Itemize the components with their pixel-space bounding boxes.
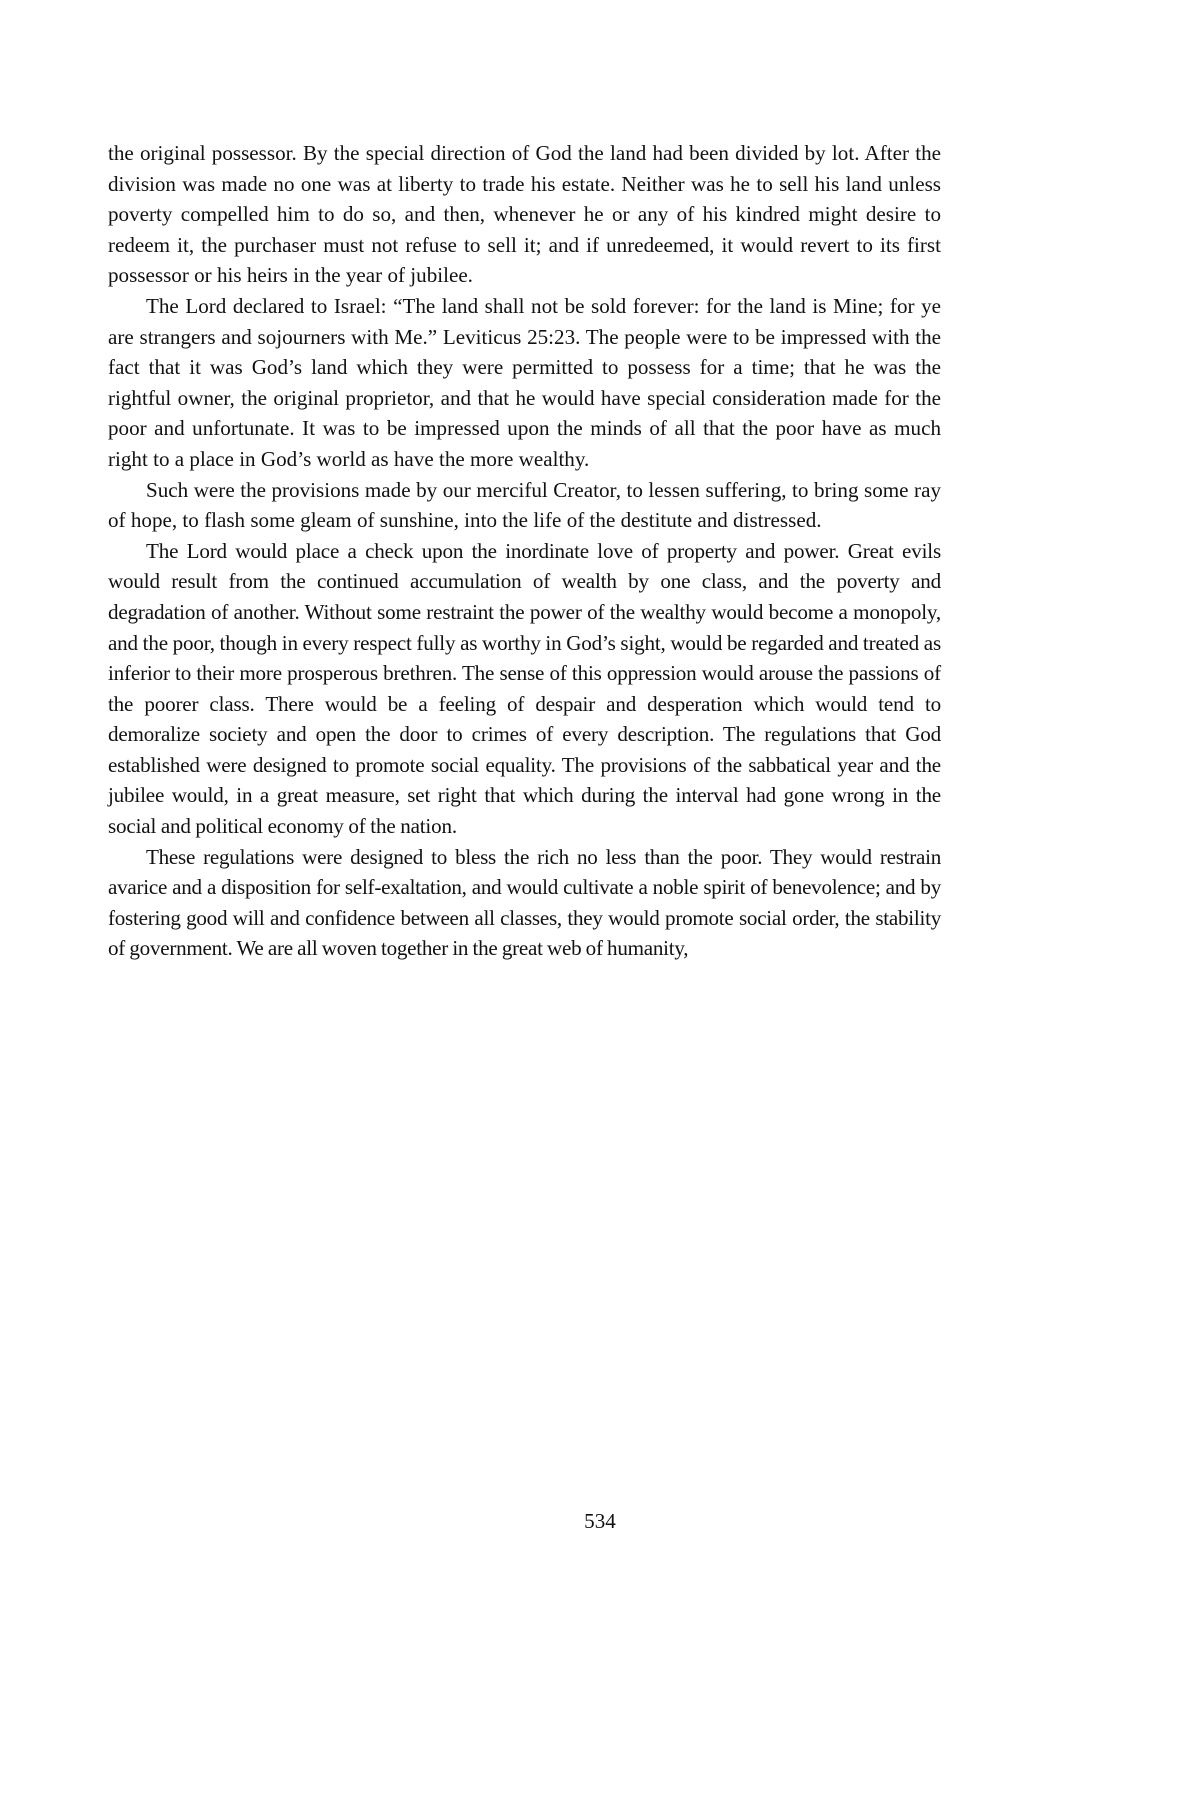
paragraph-1: the original possessor. By the special direction of God the land had been divided by lot. After the division was made no one was at liberty to trade his estate. Neither was he to sell his land unless poverty compelled him to do so, and then, whenever he or any of his kindred might desire to redeem it, the purchaser must not refuse to sell it; and if unredeemed, it would revert to its first possessor or his heirs in the year of jubilee. — [108, 141, 941, 288]
page-number: 534 — [584, 1509, 616, 1533]
paragraph-5: These regulations were designed to bless the rich no less than the poor. They would restrain avarice and a disposition for self-exaltation, and would cultivate a noble spirit of benevolence; and by fostering good will and confidence between all classes, they would promote social order, the stability of government. We are all woven together in the great web of humanity, — [108, 844, 941, 961]
body-text-column — [108, 138, 941, 964]
paragraph-4: The Lord would place a check upon the inordinate love of property and power. Great evils would result from the continued accumulation of wealth by one class, and the poverty and degradation of another. Without some restraint the power of the wealthy would become a monopoly, and the poor, though in every respect fully as worthy in God’s sight, would be regarded and treated as inferior to their more prosperous brethren. The sense of this oppression would arouse the passions of the poorer class. There would be a feeling of despair and desperation which would tend to demoralize society and open the door to crimes of every description. The regulations that God established were designed to promote social equality. The provisions of the sabbatical year and the jubilee would, in a great measure, set right that which during the interval had gone wrong in the social and political economy of the nation. — [108, 538, 941, 839]
paragraph-3: Such were the provisions made by our merciful Creator, to lessen suffering, to bring some ray of hope, to flash some gleam of sunshine, into the life of the destitute and distressed. — [108, 477, 941, 533]
paragraph-2: The Lord declared to Israel: “The land shall not be sold forever: for the land is Mine; for ye are strangers and sojourners with Me.” Leviticus 25:23. The people were to be impressed with the fact that it was God’s land which they were permitted to possess for a time; that he was the rightful owner, the original proprietor, and that he would have special consideration made for the poor and unfortunate. It was to be impressed upon the minds of all that the poor have as much right to a place in God’s world as have the more wealthy. — [108, 293, 941, 471]
